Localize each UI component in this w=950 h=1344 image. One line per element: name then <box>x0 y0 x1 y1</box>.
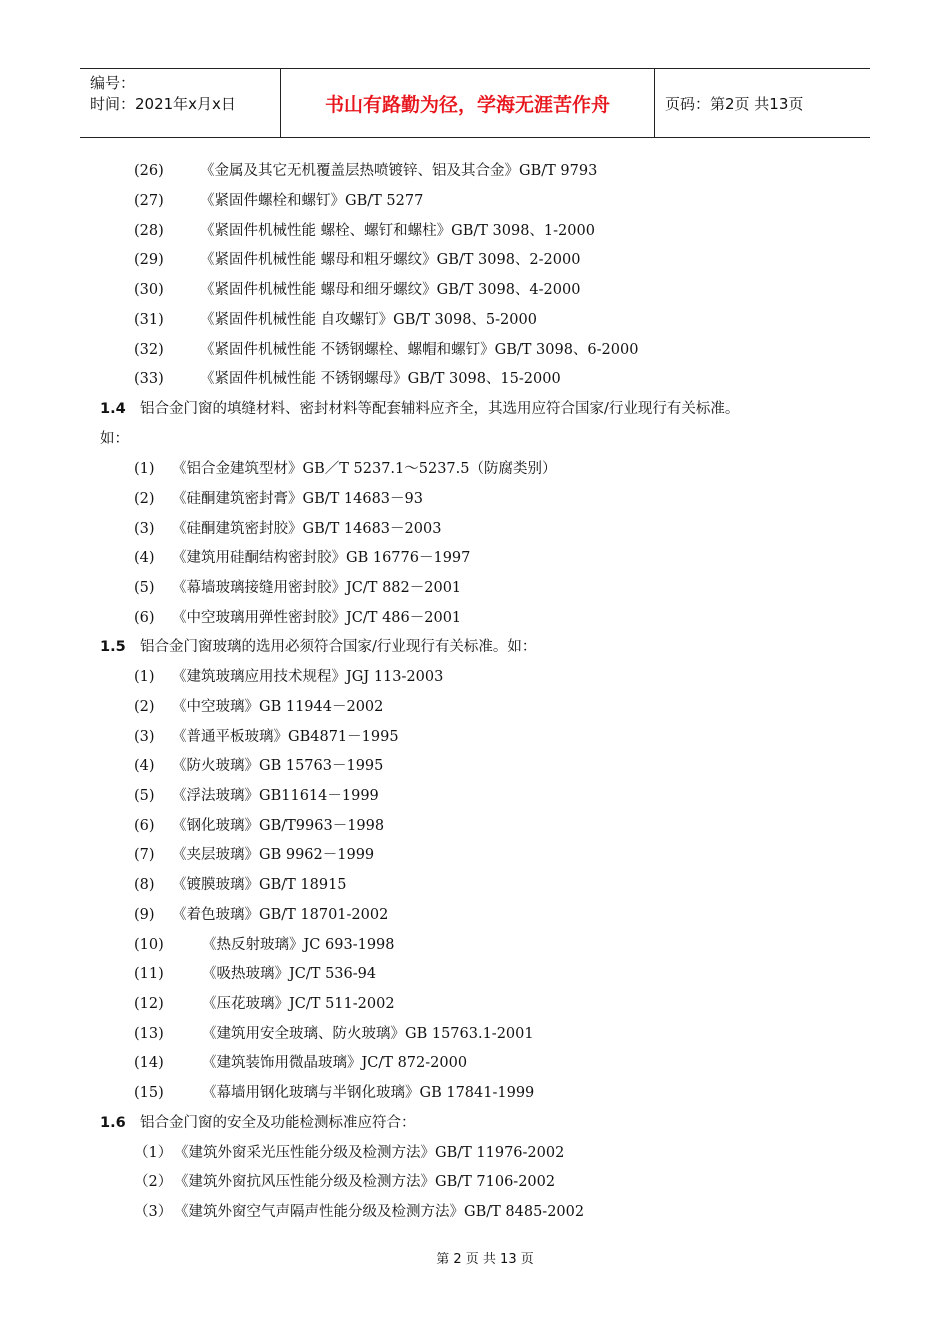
list-item: (15) 《幕墙用钢化玻璃与半钢化玻璃》GB 17841-1999 <box>134 1085 535 1101</box>
list-item: (2) 《中空玻璃》GB 11944－2002 <box>134 699 384 715</box>
list-item: (3) 《普通平板玻璃》GB4871－1995 <box>134 729 399 745</box>
list-item: (10) 《热反射玻璃》JC 693-1998 <box>134 937 395 953</box>
date-label: 时间：2021年x月x日 <box>90 95 236 113</box>
list-item: (5) 《浮法玻璃》GB11614－1999 <box>134 788 379 804</box>
list-item: (32) 《紧固件机械性能 不锈钢螺栓、螺帽和螺钉》GB/T 3098、6-2000 <box>134 342 639 358</box>
list-item: (6) 《钢化玻璃》GB/T9963－1998 <box>134 818 385 834</box>
list-item: (4) 《防火玻璃》GB 15763－1995 <box>134 758 384 774</box>
list-item: (1) 《建筑玻璃应用技术规程》JGJ 113-2003 <box>134 669 444 685</box>
list-item: (6) 《中空玻璃用弹性密封胶》JC/T 486－2001 <box>134 610 462 626</box>
list-item: (9) 《着色玻璃》GB/T 18701-2002 <box>134 907 389 923</box>
list-item: (12) 《压花玻璃》JC/T 511-2002 <box>134 996 395 1012</box>
page-footer: 第 2 页 共 13 页 <box>436 1252 534 1267</box>
list-item: (26) 《金属及其它无机覆盖层热喷镀锌、铝及其合金》GB/T 9793 <box>134 163 598 179</box>
page-header <box>80 68 870 138</box>
list-item: （3） 《建筑外窗空气声隔声性能分级及检测方法》GB/T 8485-2002 <box>134 1204 585 1220</box>
list-item: (3) 《硅酮建筑密封胶》GB/T 14683－2003 <box>134 521 442 537</box>
list-item: (4) 《建筑用硅酮结构密封胶》GB 16776－1997 <box>134 550 471 566</box>
list-item: (2) 《硅酮建筑密封膏》GB/T 14683－93 <box>134 491 423 507</box>
list-item: (1) 《铝合金建筑型材》GB／T 5237.1～5237.5（防腐类别） <box>134 461 557 477</box>
header-motto: 书山有路勤为径，学海无涯苦作舟 <box>281 69 655 137</box>
section-1-6: 1.6 铝合金门窗的安全及功能检测标准应符合： <box>100 1115 416 1131</box>
list-item: (29) 《紧固件机械性能 螺母和粗牙螺纹》GB/T 3098、2-2000 <box>134 252 581 268</box>
header-page-label: 页码：第2页 共13页 <box>665 94 804 113</box>
header-meta <box>80 69 281 137</box>
list-item: (7) 《夹层玻璃》GB 9962－1999 <box>134 847 375 863</box>
section-1-4-continuation: 如： <box>100 431 129 447</box>
list-item: (11) 《吸热玻璃》JC/T 536-94 <box>134 966 377 982</box>
list-item: (14) 《建筑装饰用微晶玻璃》JC/T 872-2000 <box>134 1055 468 1071</box>
section-1-4: 1.4 铝合金门窗的填缝材料、密封材料等配套辅料应齐全，其选用应符合国家/行业现行有关标准。 <box>100 401 740 417</box>
section-1-5: 1.5 铝合金门窗玻璃的选用必须符合国家/行业现行有关标准。如： <box>100 639 537 655</box>
list-item: （2） 《建筑外窗抗风压性能分级及检测方法》GB/T 7106-2002 <box>134 1174 556 1190</box>
list-item: (27) 《紧固件螺栓和螺钉》GB/T 5277 <box>134 193 424 209</box>
serial-label: 编号： <box>90 74 136 92</box>
list-item: (8) 《镀膜玻璃》GB/T 18915 <box>134 877 347 893</box>
list-item: (28) 《紧固件机械性能 螺栓、螺钉和螺柱》GB/T 3098、1-2000 <box>134 223 595 239</box>
list-item: (33) 《紧固件机械性能 不锈钢螺母》GB/T 3098、15-2000 <box>134 371 561 387</box>
list-item: (5) 《幕墙玻璃接缝用密封胶》JC/T 882－2001 <box>134 580 462 596</box>
list-item: (31) 《紧固件机械性能 自攻螺钉》GB/T 3098、5-2000 <box>134 312 537 328</box>
list-item: (30) 《紧固件机械性能 螺母和细牙螺纹》GB/T 3098、4-2000 <box>134 282 581 298</box>
list-item: (13) 《建筑用安全玻璃、防火玻璃》GB 15763.1-2001 <box>134 1026 534 1042</box>
list-item: （1） 《建筑外窗采光压性能分级及检测方法》GB/T 11976-2002 <box>134 1145 565 1161</box>
